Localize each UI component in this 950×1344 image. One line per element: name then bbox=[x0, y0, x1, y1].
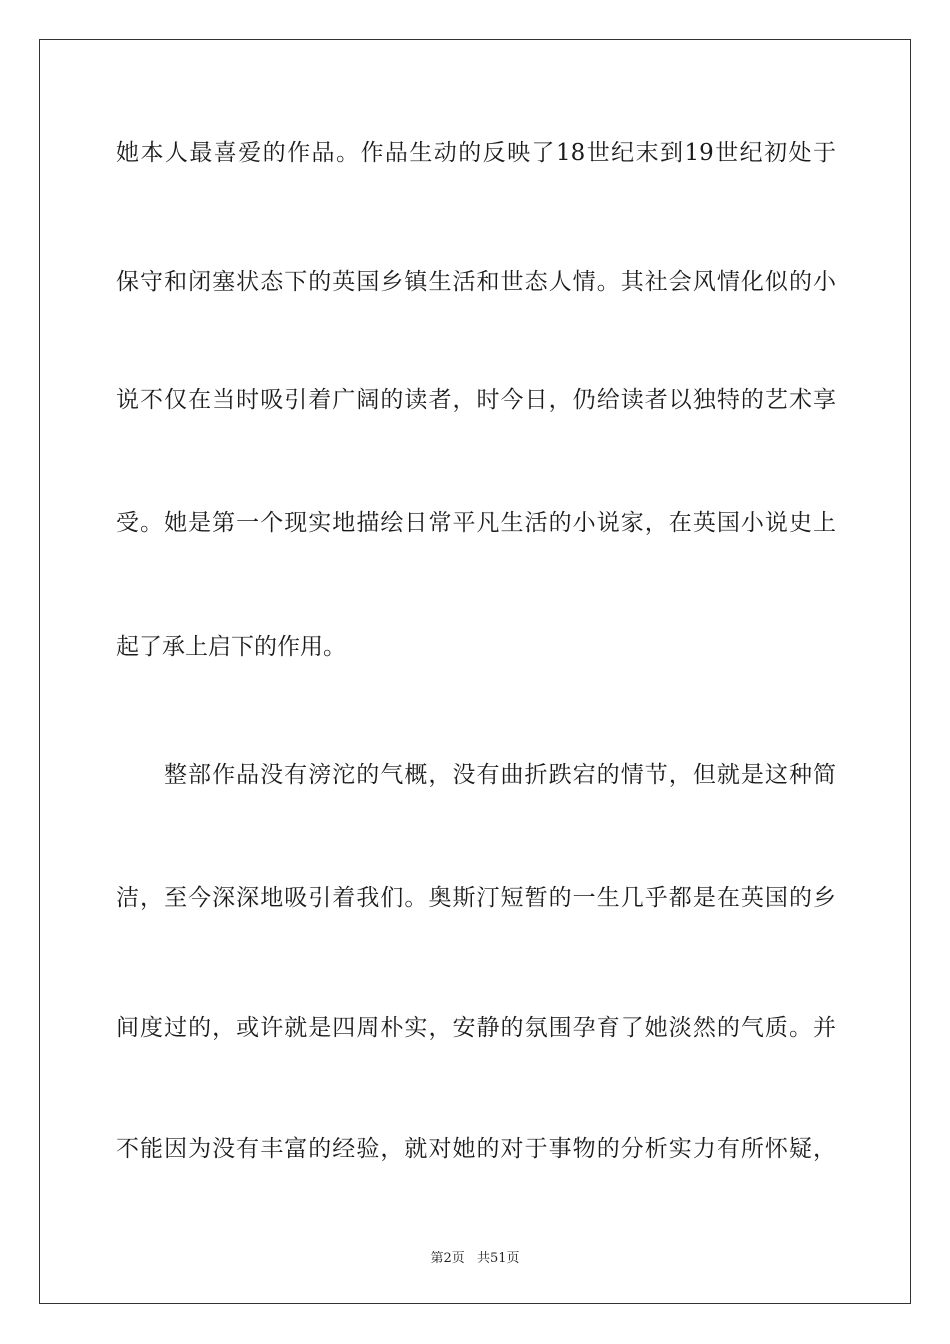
page-border bbox=[39, 39, 911, 1304]
text-line-3: 说不仅在当时吸引着广阔的读者，时今日，仍给读者以独特的艺术享 bbox=[116, 387, 836, 413]
text-line-7: 洁，至今深深地吸引着我们。奥斯汀短暂的一生几乎都是在英国的乡 bbox=[116, 885, 836, 911]
text-line-2: 保守和闭塞状态下的英国乡镇生活和世态人情。其社会风情化似的小 bbox=[116, 269, 836, 295]
text-line-4: 受。她是第一个现实地描绘日常平凡生活的小说家，在英国小说史上 bbox=[116, 510, 836, 536]
page-footer bbox=[0, 1247, 950, 1266]
text-line-5: 起了承上启下的作用。 bbox=[116, 634, 346, 660]
text-line-1: 她本人最喜爱的作品。作品生动的反映了18世纪末到19世纪初处于 bbox=[116, 140, 836, 166]
text-line-9: 不能因为没有丰富的经验，就对她的对于事物的分析实力有所怀疑， bbox=[116, 1136, 836, 1162]
total-pages: 共51页 bbox=[476, 1251, 520, 1266]
text-line-8: 间度过的，或许就是四周朴实，安静的氛围孕育了她淡然的气质。并 bbox=[116, 1015, 836, 1041]
paragraph-start-line: 整部作品没有滂沱的气概，没有曲折跌宕的情节，但就是这种简 bbox=[164, 762, 836, 788]
page-number: 第2页 bbox=[430, 1251, 465, 1266]
